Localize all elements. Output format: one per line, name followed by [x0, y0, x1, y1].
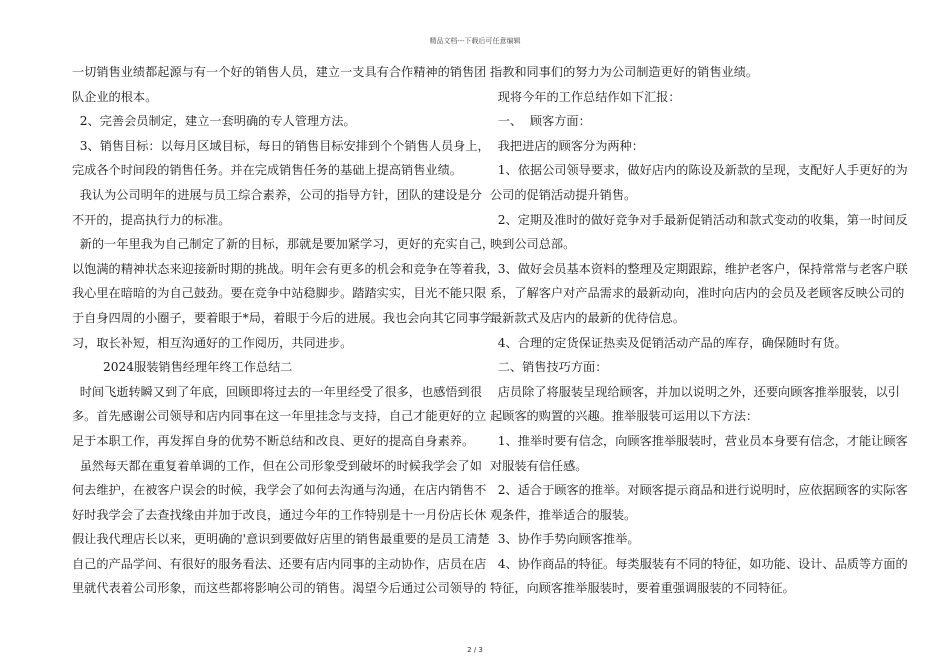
text-line: 2024服装销售经理年终工作总结二	[72, 360, 293, 375]
text-line: 3、协作手势向顾客推举。	[490, 532, 640, 547]
text-line: 足于本职工作，再发挥自身的优势不断总结和改良、更好的提高自身素养。	[72, 433, 475, 448]
text-line: 好时我学会了去查找缘由并加于改良，通过今年的工作特别是十一月份店长休	[72, 507, 487, 522]
text-line: 特征，向顾客推举服装时，要着重强调服装的不同特征。	[490, 581, 795, 596]
text-line: 1、依据公司领导要求，做好店内的陈设及新款的呈现，支配好人手更好的为	[490, 163, 908, 178]
text-line: 系，了解客户对产品需求的最新动向，准时向店内的会员及老顾客反映公司的	[490, 286, 905, 301]
text-line: 2、定期及准时的做好竞争对手最新促销活动和款式变动的收集，第一时间反	[490, 212, 908, 227]
text-line: 何去维护，在被客户误会的时候，我学会了如何去沟通与沟通，在店内销售不	[72, 483, 487, 498]
text-line: 对服装有信任感。	[490, 458, 588, 473]
text-line: 以饱满的精神状态来迎接新时期的挑战。明年会有更多的机会和竞争在等着我，	[72, 261, 499, 276]
text-line: 起顾客的购置的兴趣。推举服装可运用以下方法：	[490, 409, 759, 424]
text-line: 一、 顾客方面：	[490, 114, 591, 129]
text-line: 多。首先感谢公司领导和店内同事在这一年里挂念与支持，自己才能更好的立	[72, 409, 487, 424]
text-line: 指教和同事们的努力为公司制造更好的销售业绩。	[490, 65, 759, 79]
text-line: 映到公司总部。	[490, 237, 576, 252]
text-line: 二、销售技巧方面：	[490, 360, 608, 375]
text-line: 观条件，推举适合的服装。	[490, 507, 637, 522]
text-line: 现将今年的工作总结作如下汇报：	[490, 89, 681, 104]
left-column	[72, 60, 499, 601]
page-header: 精品文档---下载后可任意编辑	[429, 37, 521, 45]
text-line: 假让我代理店长以来，更明确的'意识到要做好店里的销售最重要的是员工清楚	[72, 532, 490, 547]
text-line: 不开的，提高执行力的标准。	[72, 212, 231, 227]
text-line: 完成各个时间段的销售任务。并在完成销售任务的基础上提高销售业绩。	[72, 163, 462, 178]
text-line: 2、适合于顾客的推举。对顾客提示商品和进行说明时，应依据顾客的实际客	[490, 483, 908, 498]
text-line: 我认为公司明年的进展与员工综合素养，公司的指导方针，团队的建设是分	[72, 187, 482, 202]
text-line: 新的一年里我为自己制定了新的目标，那就是要加紧学习，更好的充实自己，	[72, 237, 495, 252]
text-line: 习，取长补短，相互沟通好的工作阅历，共同进步。	[72, 335, 353, 350]
text-line: 4、协作商品的特征。每类服装有不同的特征，如功能、设计、品质等方面的	[490, 556, 908, 571]
text-line: 我心里在暗暗的为自己鼓劲。要在竞争中站稳脚步。踏踏实实，目光不能只限	[72, 286, 487, 301]
text-line: 我把进店的顾客分为两种：	[490, 138, 644, 153]
text-line: 4、合理的定货保证热卖及促销活动产品的库存，确保随时有货。	[490, 335, 847, 350]
text-line: 3、做好会员基本资料的整理及定期跟踪，维护老客户，保持常常与老客户联	[490, 261, 908, 276]
text-line: 里就代表着公司形象，而这些都将影响公司的销售。渴望今后通过公司领导的	[72, 581, 487, 596]
text-line: 3、销售目标：以每月区域目标，每日的销售目标安排到个个销售人员身上，	[72, 138, 490, 153]
text-line: 时间飞逝转瞬又到了年底，回顾即将过去的一年里经受了很多，也感悟到很	[72, 384, 482, 399]
text-line: 公司的促销活动提升销售。	[490, 187, 637, 202]
text-line: 2、完善会员制定，建立一套明确的专人管理方法。	[72, 114, 356, 129]
text-line: 一切销售业绩都起源与有一个好的销售人员，建立一支具有合作精神的销售团	[72, 65, 487, 79]
text-line: 1、推举时要有信念，向顾客推举服装时，营业员本身要有信念，才能让顾客	[490, 433, 908, 448]
right-column	[490, 60, 908, 601]
text-line: 虽然每天都在重复着单调的工作，但在公司形象受到破坏的时候我学会了如	[72, 458, 482, 473]
page-number: 2 / 3	[467, 646, 483, 654]
text-line: 自己的产品学问、有很好的服务看法、还要有店内同事的主动协作，店员在店	[72, 556, 487, 571]
text-line: 店员除了将服装呈现给顾客，并加以说明之外，还要向顾客推举服装，以引	[490, 384, 900, 399]
text-line: 最新款式及店内的最新的优待信息。	[490, 310, 685, 325]
text-line: 队企业的根本。	[72, 89, 158, 104]
text-line: 于自身四周的小圈子，要着眼于*局，着眼于今后的进展。我也会向其它同事学	[72, 310, 493, 325]
